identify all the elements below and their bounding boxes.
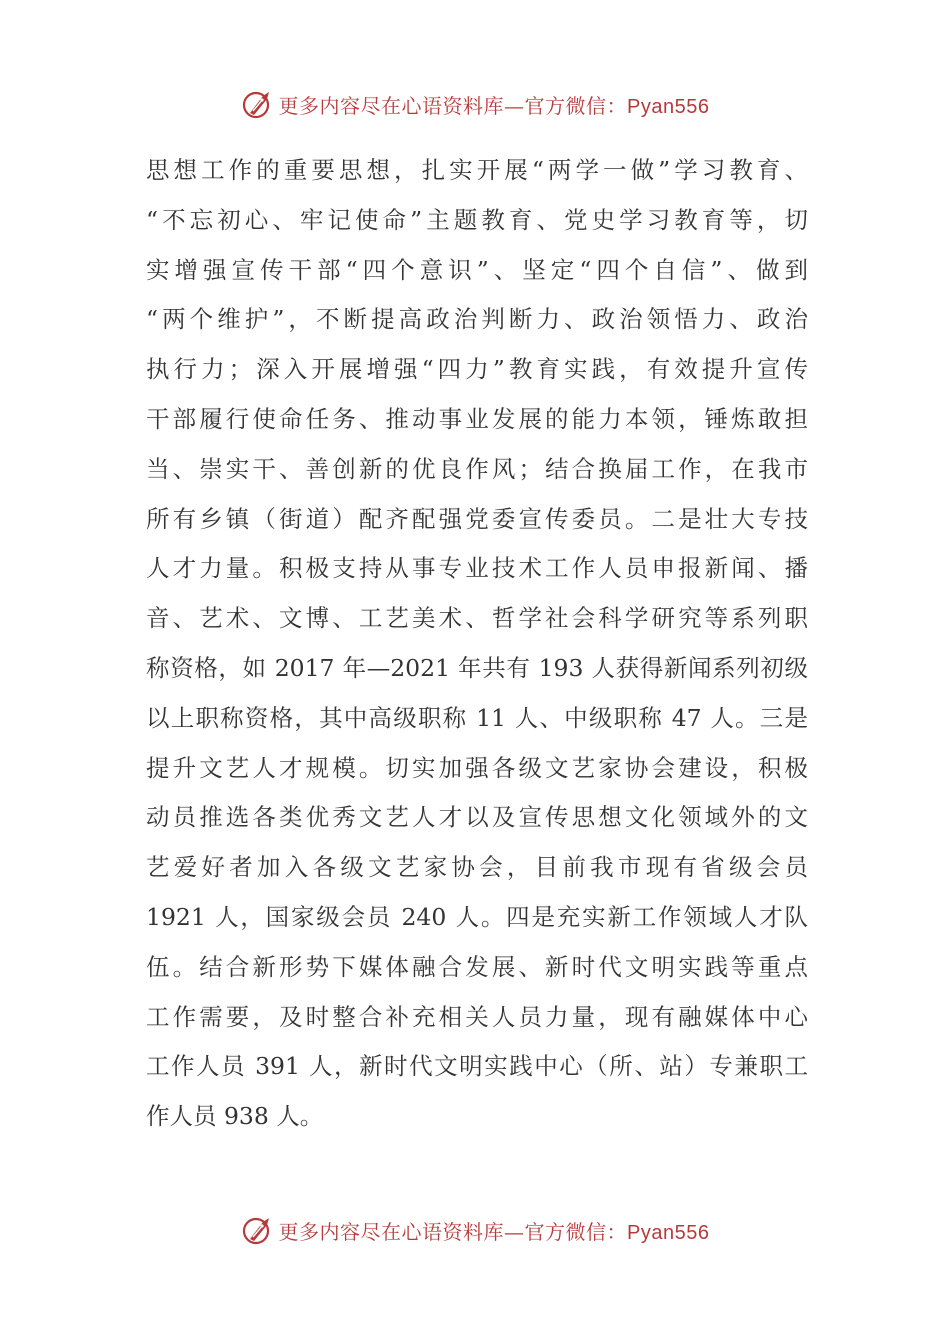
body-line-7: 当、崇实干、善创新的优良作风；结合换届工作，在我市 <box>146 454 808 483</box>
header-wechat-label: 官方微信： <box>524 93 628 118</box>
body-line-13: 提升文艺人才规模。切实加强各级文艺家协会建设，积极 <box>146 753 808 782</box>
header-wechat-id: Pyan556 <box>627 95 710 118</box>
body-line-10: 音、艺术、文博、工艺美术、哲学社会科学研究等系列职 <box>146 604 808 633</box>
body-line-15: 艺爱好者加入各级文艺家协会，目前我市现有省级会员 <box>146 853 808 882</box>
header-dash: — <box>504 93 525 118</box>
body-line-5: 执行力；深入开展增强“四力”教育实践，有效提升宣传 <box>146 355 808 384</box>
body-line-18: 工作需要，及时整合补充相关人员力量，现有融媒体中心 <box>146 1002 808 1031</box>
body-line-14: 动员推选各类优秀文艺人才以及宣传思想文化领域外的文 <box>146 803 808 832</box>
body-line-11: 称资格，如 2017 年—2021 年共有 193 人获得新闻系列初级 <box>146 653 808 682</box>
pen-nib-logo-icon <box>241 87 275 121</box>
document-body <box>146 146 808 1142</box>
body-line-16: 1921 人，国家级会员 240 人。四是充实新工作领域人才队 <box>146 902 808 931</box>
body-line-3: 实增强宣传干部“四个意识”、坚定“四个自信”、做到 <box>146 255 808 284</box>
footer-brand-text: 更多内容尽在心语资料库 <box>278 1219 505 1244</box>
body-line-4: “两个维护”，不断提高政治判断力、政治领悟力、政治 <box>146 305 808 334</box>
header-brand-text: 更多内容尽在心语资料库 <box>278 93 505 118</box>
body-line-17: 伍。结合新形势下媒体融合发展、新时代文明实践等重点 <box>146 952 808 981</box>
header-banner-text <box>279 90 710 119</box>
footer-wechat-label: 官方微信： <box>524 1219 628 1244</box>
pen-nib-logo-icon <box>241 1213 275 1247</box>
footer-banner <box>0 1206 950 1254</box>
header-banner <box>0 80 950 128</box>
body-line-19: 工作人员 391 人，新时代文明实践中心（所、站）专兼职工 <box>146 1052 808 1081</box>
body-line-20: 作人员 938 人。 <box>146 1102 324 1131</box>
body-line-9: 人才力量。积极支持从事专业技术工作人员申报新闻、播 <box>146 554 808 583</box>
body-line-1: 思想工作的重要思想，扎实开展“两学一做”学习教育、 <box>146 156 808 184</box>
body-line-8: 所有乡镇（街道）配齐配强党委宣传委员。二是壮大专技 <box>146 504 808 533</box>
footer-banner-text <box>279 1216 710 1245</box>
body-line-12: 以上职称资格，其中高级职称 11 人、中级职称 47 人。三是 <box>146 703 808 732</box>
body-line-6: 干部履行使命任务、推动事业发展的能力本领，锤炼敢担 <box>146 404 808 433</box>
body-line-2: “不忘初心、牢记使命”主题教育、党史学习教育等，切 <box>146 205 808 234</box>
footer-dash: — <box>504 1219 525 1244</box>
footer-wechat-id: Pyan556 <box>627 1221 710 1244</box>
